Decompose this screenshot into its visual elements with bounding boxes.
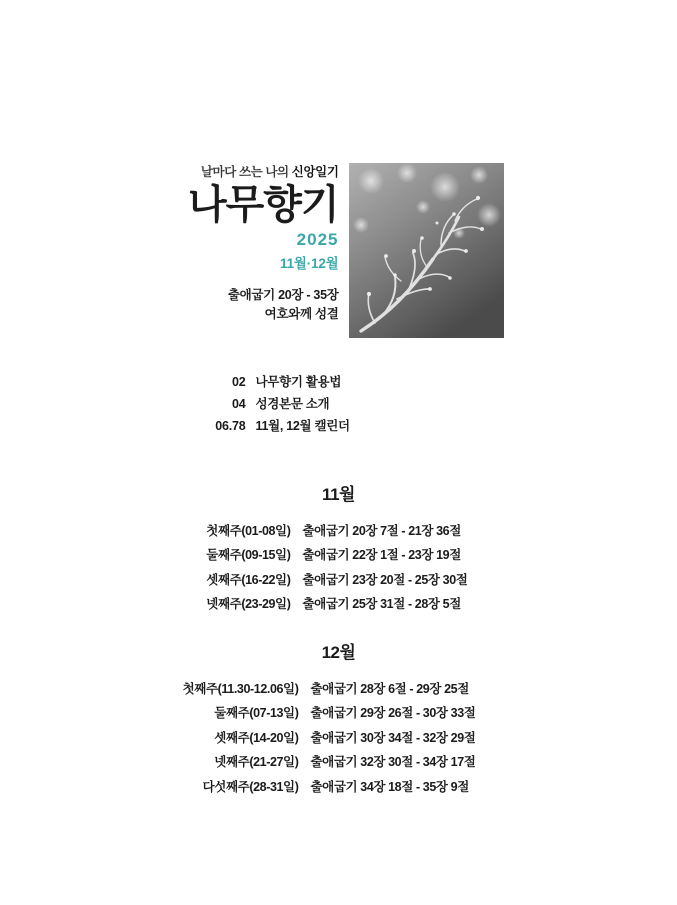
tagline	[174, 165, 339, 180]
issue-year: 2025	[296, 230, 339, 249]
week-label: 첫째주(01-08일)	[206, 524, 291, 538]
contents-page-number: 06.78	[215, 418, 246, 433]
contents-page-number: 04	[231, 396, 246, 411]
contents-label: 성경본문 소개	[255, 396, 330, 411]
week-row	[139, 750, 539, 774]
week-row	[139, 701, 539, 725]
month-heading-november: 11월	[322, 485, 355, 504]
week-label: 셋째주(14-20일)	[214, 730, 299, 745]
masthead-inner	[174, 155, 504, 350]
title-block	[174, 155, 339, 325]
week-scripture-range: 출애굽기 25장 31절 - 28장 5절	[302, 597, 461, 612]
week-list-november	[159, 519, 519, 617]
week-row	[159, 592, 519, 616]
scripture-reference	[174, 286, 339, 325]
contents-list	[0, 372, 677, 438]
page-title: 나무향기	[187, 182, 339, 227]
tagline-accent: 신앙일기	[291, 165, 339, 179]
contents-item[interactable]	[174, 394, 504, 416]
month-block-november	[0, 480, 677, 617]
scripture-range: 출애굽기 20장 - 35장	[227, 288, 339, 302]
week-label: 넷째주(21-27일)	[214, 755, 299, 770]
contents-label: 나무향기 활용법	[255, 375, 342, 389]
week-scripture-range: 출애굽기 23장 20절 - 25장 30절	[302, 572, 468, 587]
week-label: 다섯째주(28-31일)	[202, 779, 299, 794]
contents-inner	[174, 372, 504, 438]
contents-label: 11월, 12월 캘린더	[255, 418, 350, 433]
week-label: 넷째주(23-29일)	[206, 597, 291, 612]
week-row	[139, 677, 539, 701]
week-scripture-range: 출애굽기 28장 6절 - 29장 25절	[310, 682, 469, 696]
week-label: 둘째주(09-15일)	[206, 548, 291, 563]
week-row	[139, 726, 539, 750]
contents-item[interactable]	[174, 416, 504, 438]
masthead	[0, 155, 677, 350]
tagline-plain: 날마다 쓰는 나의	[200, 165, 292, 179]
week-label: 첫째주(11.30-12.06일)	[182, 682, 299, 696]
week-scripture-range: 출애굽기 29장 26절 - 30장 33절	[310, 706, 476, 721]
week-label: 둘째주(07-13일)	[214, 706, 299, 721]
scripture-theme: 여호와께 성결	[264, 307, 339, 322]
week-row	[159, 519, 519, 543]
week-scripture-range: 출애굽기 30장 34절 - 32장 29절	[310, 730, 476, 745]
contents-page-number: 02	[231, 375, 246, 389]
week-list-december	[139, 677, 539, 799]
week-row	[139, 775, 539, 799]
month-block-december	[0, 638, 677, 799]
week-scripture-range: 출애굽기 22장 1절 - 23장 19절	[302, 548, 461, 563]
week-scripture-range: 출애굽기 32장 30절 - 34장 17절	[310, 755, 476, 770]
contents-item[interactable]	[174, 372, 504, 394]
cover-photo	[349, 163, 504, 338]
week-scripture-range: 출애굽기 34장 18절 - 35장 9절	[310, 779, 469, 794]
week-label: 셋째주(16-22일)	[206, 572, 291, 587]
week-row	[159, 568, 519, 592]
month-heading-december: 12월	[321, 643, 356, 662]
week-row	[159, 543, 519, 567]
week-scripture-range: 출애굽기 20장 7절 - 21장 36절	[302, 524, 461, 538]
issue-months: 11월·12월	[280, 256, 339, 271]
